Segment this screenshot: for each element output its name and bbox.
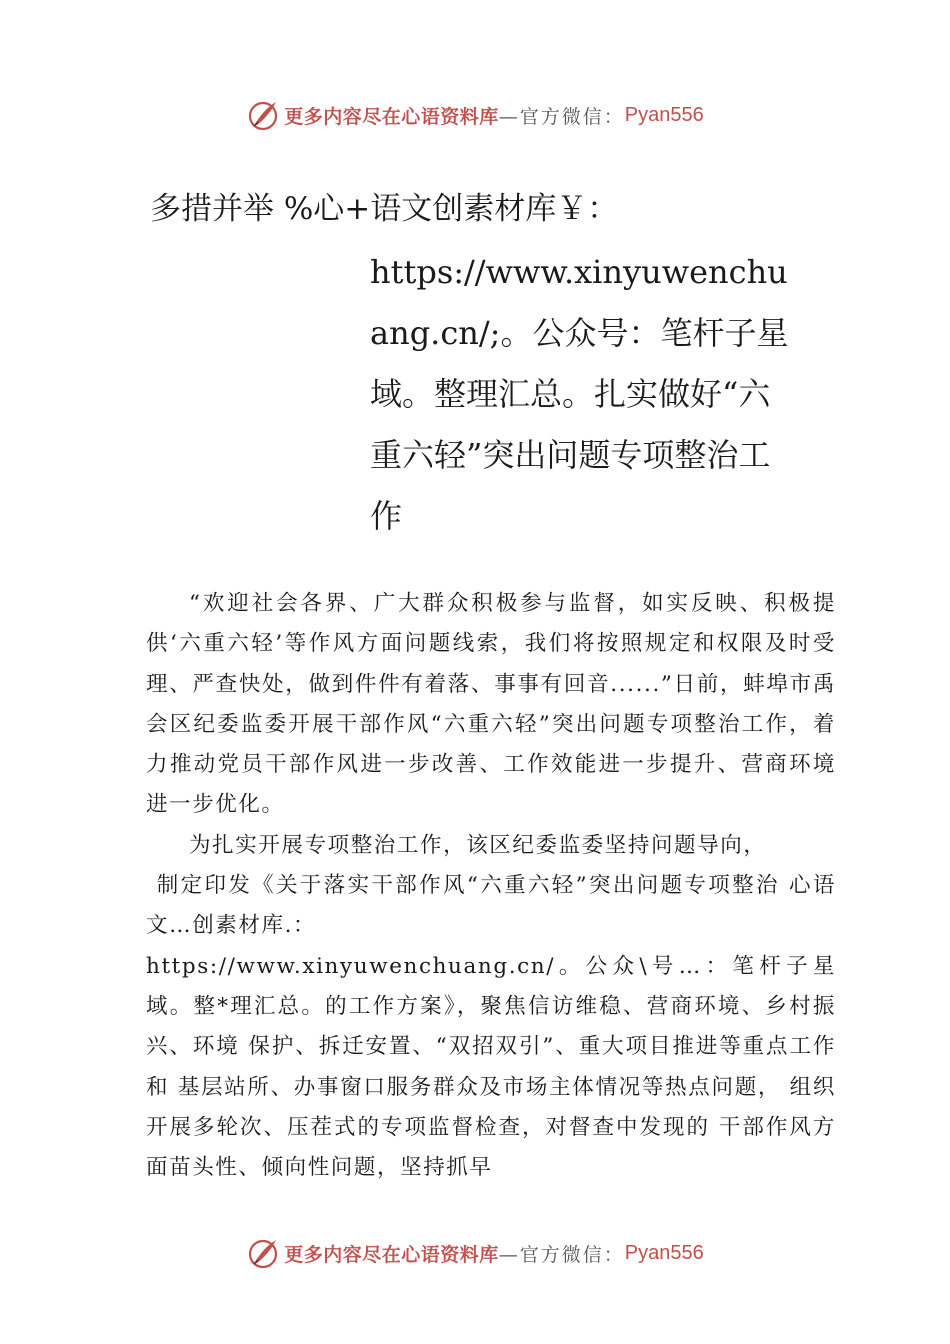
footer-banner — [0, 1233, 950, 1273]
wechat-id: Pyan556 — [624, 103, 704, 126]
official-wechat-label: —官方微信： — [498, 105, 625, 128]
quill-logo-icon — [246, 98, 280, 132]
paragraph-2-line-c: https://www.xinyuwenchuang.cn/。公众\号…：笔杆子星域。整*理汇总。的工作方案》，聚焦信访维稳、营商环境、乡村振兴、环境 保护、拆迁安置、“双招双引”、重大项目推进等重点工作和 基层站所、办事窗口服务群众及市场主体情况等热点问题， 组织开展多轮次、压茬式的专项监督检查，对督查中发现的 干部作风方面苗头性、倾向性问题，坚持抓早 — [146, 953, 836, 1181]
library-text: 更多内容尽在心语资料库 — [284, 105, 499, 128]
library-text: 更多内容尽在心语资料库 — [284, 1243, 499, 1266]
official-wechat-label: —官方微信： — [498, 1243, 625, 1266]
wechat-id: Pyan556 — [624, 1241, 704, 1264]
header-banner — [0, 95, 950, 135]
paragraph-1: “欢迎社会各界、广大群众积极参与监督，如实反映、积极提供‘六重六轻’等作风方面问题线索，我们将按照规定和权限及时受理、严查快处，做到件件有着落、事事有回音......”日前，蚌埠市禹会区纪委监委开展干部作风“六重六轻”突出问题专项整治工作，着力推动党员干部作风进一步改善、工作效能进一步提升、营商环境进一步优化。 — [146, 591, 836, 818]
body-text — [146, 584, 836, 1188]
paragraph-2-line-a: 为扎实开展专项整治工作，该区纪委监委坚持问题导向， — [189, 832, 767, 858]
paragraph-2-line-b: 制定印发《关于落实干部作风“六重六轻”突出问题专项整治 心语文…创素材库.： — [146, 873, 836, 939]
title-line-1: 多措并举 %心+语文创素材库￥： — [150, 191, 619, 227]
quill-logo-icon — [246, 1236, 280, 1270]
title-block: https://www.xinyuwenchuang.cn/;。公众号：笔杆子星域。整理汇总。扎实做好“六重六轻”突出问题专项整治工作 — [370, 253, 789, 535]
